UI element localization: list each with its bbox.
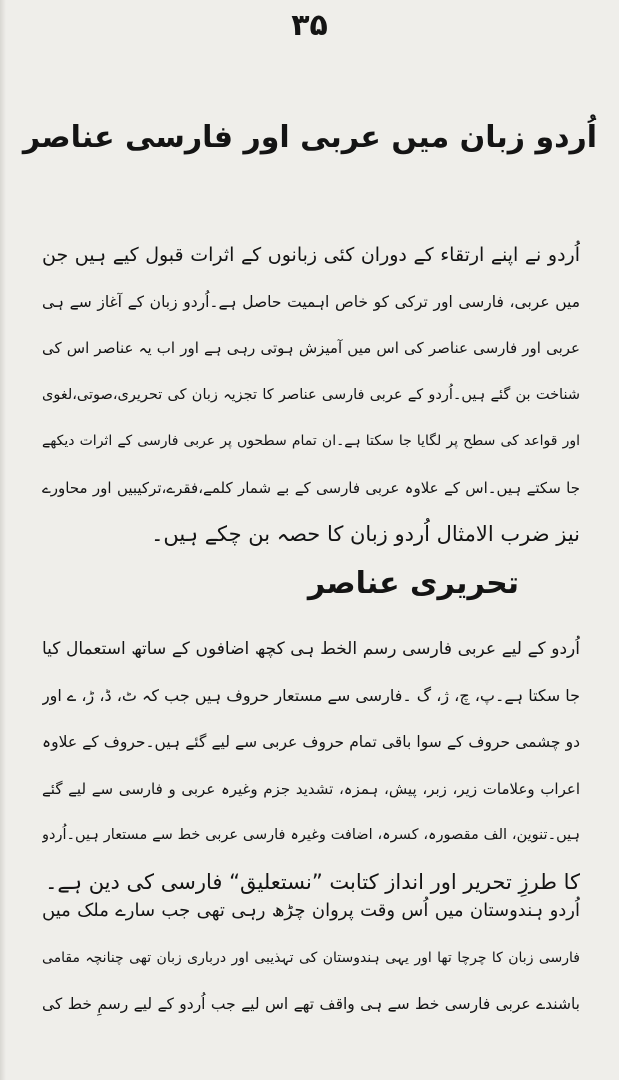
chapter-title: اُردو زبان میں عربی اور فارسی عناصر [22, 120, 598, 155]
text-line: نیز ضرب الامثال اُردو زبان کا حصہ بن چکے ہیں۔ [151, 522, 580, 546]
paragraph-script-elements [42, 626, 580, 905]
text-line: شناخت بن گئے ہیں۔اُردو کے عربی فارسی عناصر کا تجزیہ زبان کی تحریری،صوتی،لغوی [42, 386, 580, 403]
text-line: جا سکتا ہے۔پ، چ، ژ، گ ۔فارسی سے مستعار حروف ہیں جب کہ ٹ، ڈ، ڑ، ے اور [42, 685, 580, 705]
paragraph-intro [42, 232, 580, 558]
text-line: اُردو کے لیے عربی فارسی رسم الخط ہی کچھ اضافوں کے ساتھ استعمال کیا [42, 639, 580, 659]
text-line: اور قواعد کی سطح پر لگایا جا سکتا ہے۔ان تمام سطحوں پر عربی فارسی کے اثرات دیکھے [42, 433, 580, 449]
text-line: میں عربی، فارسی اور ترکی کو خاص اہمیت حاصل ہے۔اُردو زبان کے آغاز سے ہی [42, 292, 580, 311]
text-line: ہیں۔تنوین، الف مقصورہ، کسرہ، اضافت وغیرہ فارسی عربی خط سے مستعار ہیں۔اُردو [42, 827, 580, 843]
text-line: جا سکتے ہیں۔اس کے علاوہ عربی فارسی کے بے شمار کلمے،فقرے،ترکیبیں اور محاورے [42, 478, 580, 497]
text-line: دو چشمی حروف کے سوا باقی تمام حروف عربی سے لیے گئے ہیں۔حروف کے علاوہ [42, 733, 580, 751]
page-spine-shadow [0, 0, 6, 1080]
text-line: اُردو ہندوستان میں اُس وقت پروان چڑھ رہی تھی جب سارے ملک میں [42, 900, 580, 921]
text-line: اعراب وعلامات زیر، زبر، پیش، ہمزہ، تشدید جزم وغیرہ عربی و فارسی سے لیے گئے [42, 779, 580, 798]
text-line: اُردو نے اپنے ارتقاء کے دوران کئی زبانوں کے اثرات قبول کیے ہیں جن [42, 244, 580, 266]
page-number: ۳۵ [291, 8, 328, 43]
text-line: باشندے عربی فارسی خط سے ہی واقف تھے اس لیے جب اُردو کے لیے رسمِ خط کی [42, 995, 580, 1013]
paragraph-history [42, 888, 580, 1028]
section-heading: تحریری عناصر [307, 566, 519, 601]
text-line: فارسی زبان کا چرچا تھا اور یہی ہندوستان کی تہذیبی اور درباری زبان تھی چنانچہ مقامی [42, 949, 580, 966]
text-line: کا طرزِ تحریر اور انداز کتابت ”نستعلیق“ فارسی کی دین ہے۔ [45, 869, 580, 894]
text-line: عربی اور فارسی عناصر کی اس میں آمیزش ہوتی رہی ہے اور اب یہ عناصر اس کی [42, 339, 580, 357]
